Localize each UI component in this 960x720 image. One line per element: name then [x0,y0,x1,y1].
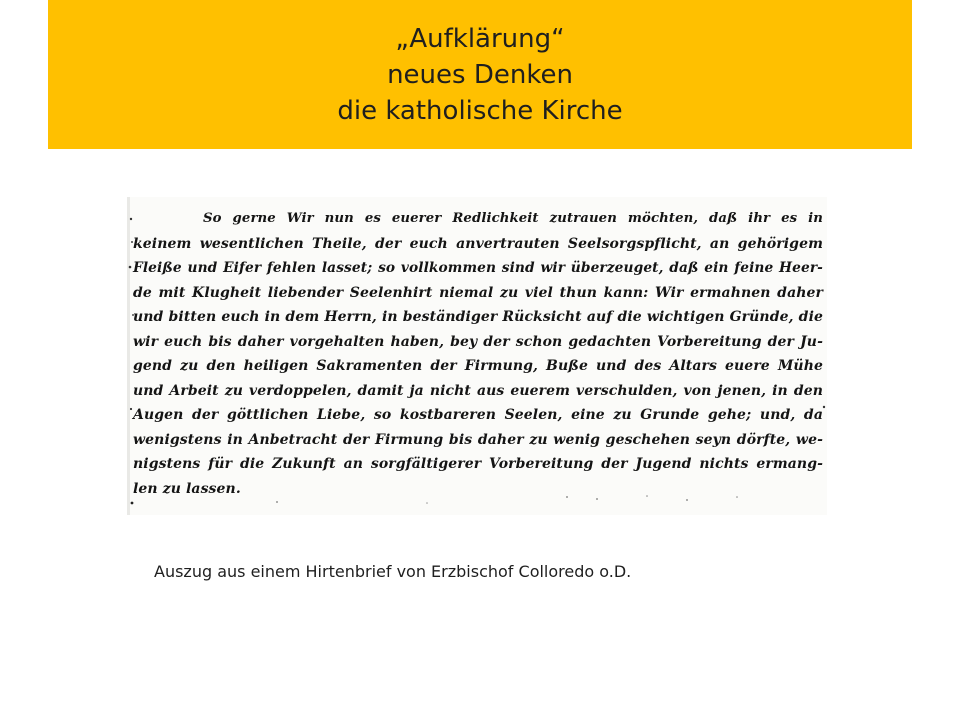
excerpt-line: Fleiße und Eifer fehlen lasset; so vollkommen sind wir überzeuget, daß ein feine Heer- [133,260,823,276]
excerpt-line: Augen der göttlichen Liebe, so kostbareren Seelen, eine zu Grunde gehe; und, da [133,407,823,423]
excerpt-line: de mit Klugheit liebender Seelenhirt niemal zu viel thun kann: Wir ermahnen daher [133,284,823,301]
excerpt-line: und bitten euch in dem Herrn, in beständiger Rücksicht auf die wichtigen Gründe, die [133,309,823,325]
excerpt-line: und Arbeit zu verdoppelen, damit ja nicht aus euerem verschulden, von jenen, in den [133,382,823,399]
slide-title-line-3: die katholische Kirche [337,95,623,126]
excerpt-text-block [133,207,823,501]
title-banner [48,0,912,149]
excerpt-line: nigstens für die Zukunft an sorgfältigerer Vorbereitung der Jugend nichts ermang- [133,456,823,472]
excerpt-line: So gerne Wir nun es euerer Redlichkeit zutrauen möchten, daß ihr es in [203,211,823,226]
excerpt-line: keinem wesentlichen Theile, der euch anvertrauten Seelsorgspflicht, an gehörigem [133,235,823,252]
slide-title-line-1: „Aufklärung“ [395,23,565,54]
scanned-document-excerpt [127,197,827,515]
excerpt-line: wenigstens in Anbetracht der Firmung bis daher zu wenig geschehen seyn dörfte, we- [133,431,823,448]
excerpt-line: wir euch bis daher vorgehalten haben, bey der schon gedachten Vorbereitung der Ju- [133,333,823,350]
excerpt-line: gend zu den heiligen Sakramenten der Firmung, Buße und des Altars euere Mühe [133,358,823,374]
slide-title-line-2: neues Denken [387,59,573,90]
excerpt-line: len zu lassen. [133,480,241,497]
source-caption: Auszug aus einem Hirtenbrief von Erzbischof Colloredo o.D. [154,562,632,581]
